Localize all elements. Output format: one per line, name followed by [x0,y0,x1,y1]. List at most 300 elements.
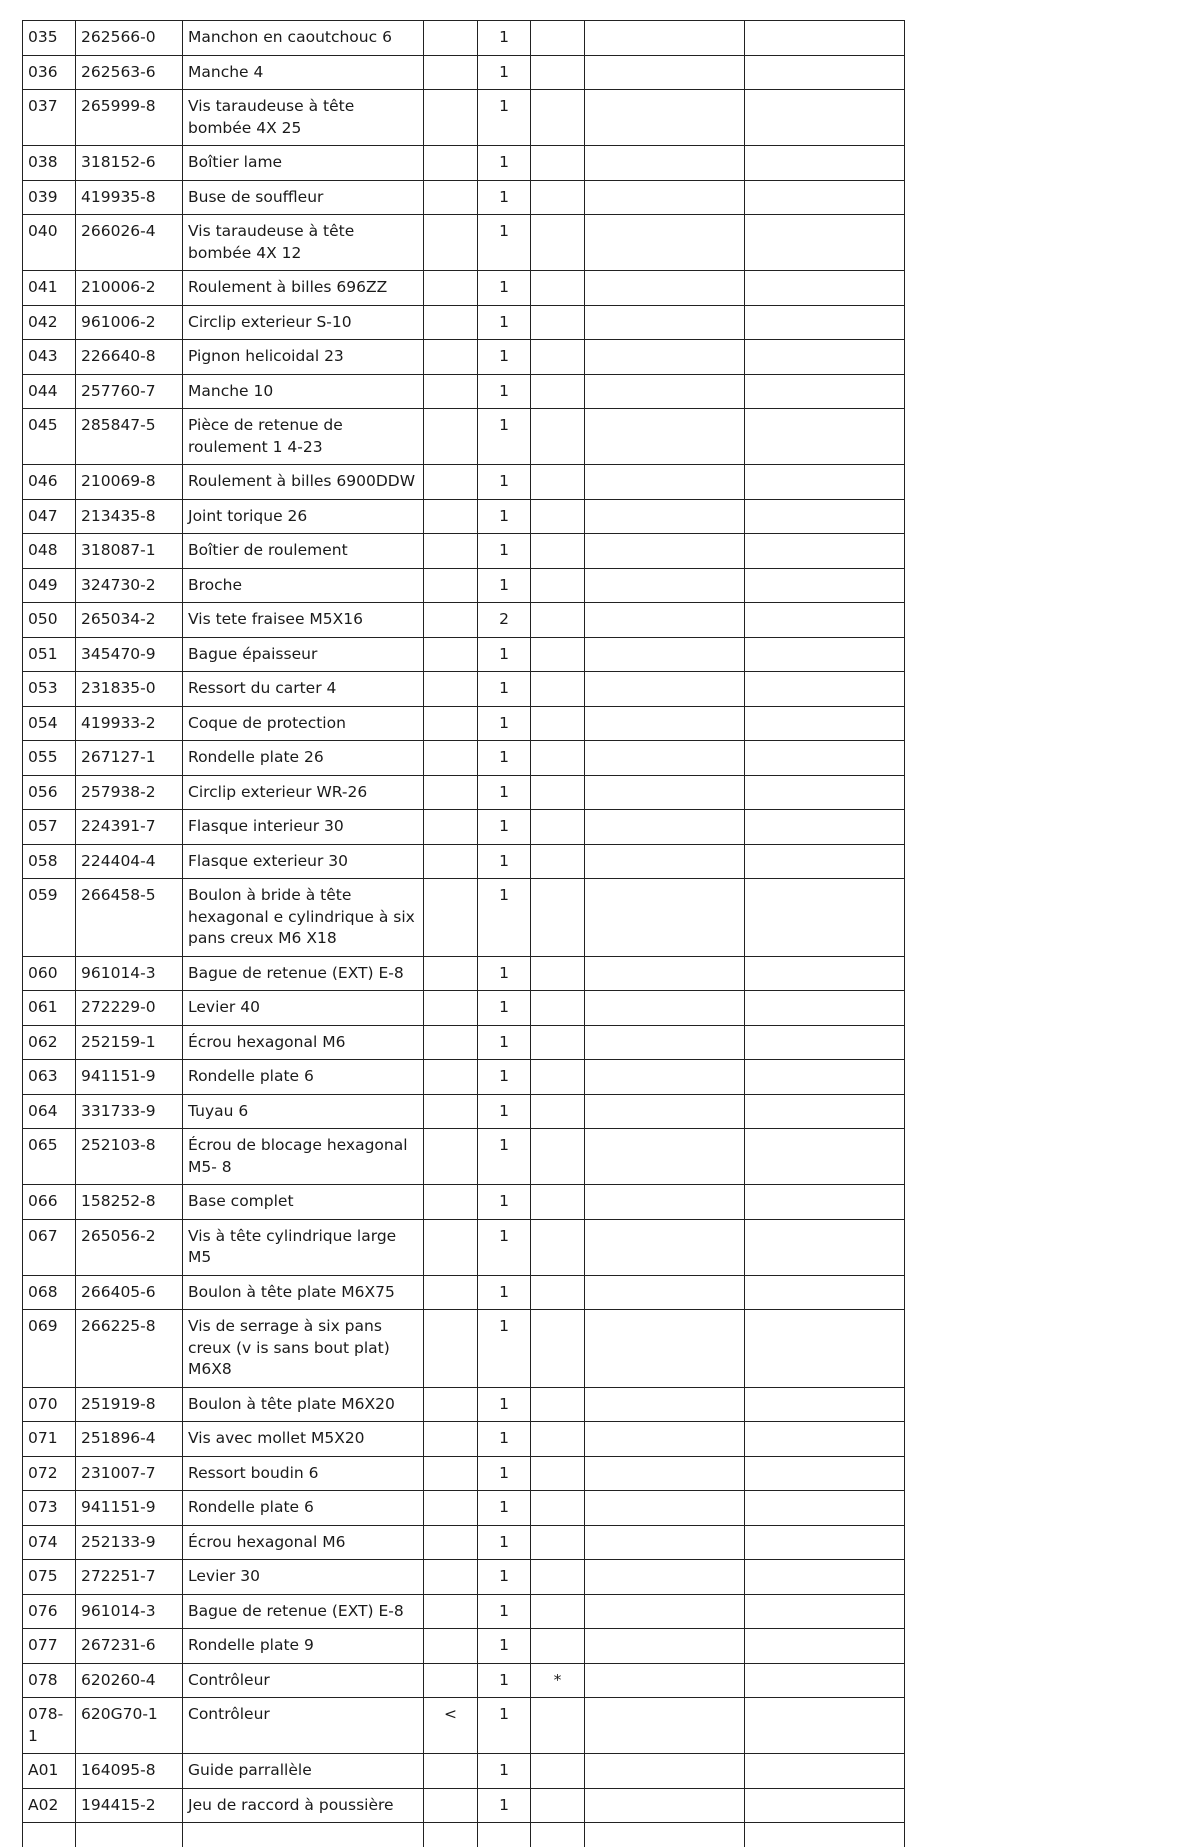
item-number-cell: 036 [23,55,76,90]
part-number-cell: 272229-0 [76,991,183,1026]
description-cell: Base complet [183,1185,424,1220]
part-number-cell: 419933-2 [76,706,183,741]
quantity-cell: 1 [478,21,531,56]
empty-cell [745,810,905,845]
empty-cell [745,956,905,991]
quantity-cell: 1 [478,146,531,181]
empty-cell [745,90,905,146]
part-number-cell: 941151-9 [76,1491,183,1526]
item-number-cell: 078-1 [23,1698,76,1754]
empty-cell [745,672,905,707]
marker-cell [424,180,478,215]
marker-cell [424,1629,478,1664]
marker-cell [424,1422,478,1457]
empty-cell [76,1823,183,1847]
empty-cell [585,637,745,672]
note-cell [531,741,585,776]
part-number-cell: 226640-8 [76,340,183,375]
table-row [23,215,905,271]
item-number-cell: 058 [23,844,76,879]
empty-cell [745,1275,905,1310]
table-row [23,1387,905,1422]
item-number-cell: 072 [23,1456,76,1491]
empty-cell [745,741,905,776]
empty-cell [745,1823,905,1847]
empty-cell [745,180,905,215]
table-row [23,55,905,90]
quantity-cell: 1 [478,499,531,534]
part-number-cell: 210006-2 [76,271,183,306]
description-cell: Manche 4 [183,55,424,90]
part-number-cell: 331733-9 [76,1094,183,1129]
marker-cell: < [424,1698,478,1754]
note-cell [531,1310,585,1388]
description-cell: Jeu de raccord à poussière [183,1788,424,1823]
empty-cell [585,1525,745,1560]
empty-cell [745,465,905,500]
part-number-cell: 257760-7 [76,374,183,409]
table-row [23,844,905,879]
empty-cell [745,879,905,957]
note-cell [531,215,585,271]
description-cell: Circlip exterieur WR-26 [183,775,424,810]
table-row [23,1525,905,1560]
empty-cell [745,706,905,741]
note-cell [531,810,585,845]
item-number-cell: 063 [23,1060,76,1095]
item-number-cell: 064 [23,1094,76,1129]
marker-cell [424,21,478,56]
description-cell: Vis avec mollet M5X20 [183,1422,424,1457]
empty-cell [585,21,745,56]
note-cell [531,1219,585,1275]
empty-cell [585,1185,745,1220]
table-row [23,1629,905,1664]
quantity-cell: 1 [478,1129,531,1185]
part-number-cell: 266458-5 [76,879,183,957]
description-cell: Écrou de blocage hexagonal M5- 8 [183,1129,424,1185]
description-cell: Rondelle plate 9 [183,1629,424,1664]
empty-cell [745,1094,905,1129]
quantity-cell: 1 [478,1219,531,1275]
item-number-cell: 044 [23,374,76,409]
marker-cell [424,1525,478,1560]
marker-cell [424,706,478,741]
empty-cell [745,305,905,340]
part-number-cell: 620G70-1 [76,1698,183,1754]
note-cell [531,1094,585,1129]
empty-cell [745,534,905,569]
empty-cell [585,741,745,776]
marker-cell [424,1185,478,1220]
part-number-cell: 252133-9 [76,1525,183,1560]
part-number-cell: 266405-6 [76,1275,183,1310]
table-row [23,1788,905,1823]
item-number-cell: 045 [23,409,76,465]
marker-cell [424,1060,478,1095]
quantity-cell: 1 [478,340,531,375]
marker-cell [424,637,478,672]
empty-cell [585,603,745,638]
quantity-cell: 1 [478,180,531,215]
empty-cell [585,810,745,845]
table-row [23,1185,905,1220]
table-row [23,810,905,845]
table-row [23,741,905,776]
table-row [23,706,905,741]
note-cell: * [531,1663,585,1698]
marker-cell [424,374,478,409]
part-number-cell: 158252-8 [76,1185,183,1220]
item-number-cell: 048 [23,534,76,569]
note-cell [531,991,585,1026]
empty-cell [745,637,905,672]
table-row [23,1275,905,1310]
marker-cell [424,409,478,465]
part-number-cell: 251919-8 [76,1387,183,1422]
item-number-cell: 077 [23,1629,76,1664]
empty-cell [585,775,745,810]
table-row [23,1491,905,1526]
note-cell [531,305,585,340]
empty-cell [745,271,905,306]
quantity-cell: 1 [478,1422,531,1457]
empty-cell [585,1788,745,1823]
item-number-cell: 053 [23,672,76,707]
quantity-cell: 1 [478,956,531,991]
note-cell [531,844,585,879]
marker-cell [424,340,478,375]
empty-cell [585,55,745,90]
table-row [23,180,905,215]
part-number-cell: 213435-8 [76,499,183,534]
empty-cell [585,1219,745,1275]
empty-cell [585,1560,745,1595]
description-cell: Boulon à bride à tête hexagonal e cylindrique à six pans creux M6 X18 [183,879,424,957]
part-number-cell: 267231-6 [76,1629,183,1664]
description-cell: Levier 30 [183,1560,424,1595]
quantity-cell: 1 [478,1094,531,1129]
empty-cell [585,1275,745,1310]
part-number-cell: 272251-7 [76,1560,183,1595]
item-number-cell: 076 [23,1594,76,1629]
empty-cell [585,534,745,569]
marker-cell [424,215,478,271]
note-cell [531,956,585,991]
quantity-cell: 1 [478,409,531,465]
empty-cell [585,146,745,181]
description-cell: Ressort du carter 4 [183,672,424,707]
item-number-cell: 066 [23,1185,76,1220]
marker-cell [424,991,478,1026]
note-cell [531,340,585,375]
quantity-cell: 1 [478,1060,531,1095]
item-number-cell: 041 [23,271,76,306]
marker-cell [424,1275,478,1310]
quantity-cell: 1 [478,534,531,569]
empty-cell [585,180,745,215]
marker-cell [424,775,478,810]
note-cell [531,1754,585,1789]
table-row [23,90,905,146]
note-cell [531,1698,585,1754]
description-cell: Rondelle plate 6 [183,1060,424,1095]
item-number-cell: 074 [23,1525,76,1560]
part-number-cell: 252159-1 [76,1025,183,1060]
part-number-cell: 941151-9 [76,1060,183,1095]
empty-cell [745,409,905,465]
empty-cell [745,775,905,810]
marker-cell [424,810,478,845]
description-cell: Boulon à tête plate M6X20 [183,1387,424,1422]
part-number-cell: 231835-0 [76,672,183,707]
part-number-cell: 419935-8 [76,180,183,215]
description-cell: Vis de serrage à six pans creux (v is sans bout plat) M6X8 [183,1310,424,1388]
empty-cell [745,1560,905,1595]
note-cell [531,499,585,534]
part-number-cell: 224391-7 [76,810,183,845]
description-cell: Contrôleur [183,1663,424,1698]
note-cell [531,55,585,90]
description-cell: Manche 10 [183,374,424,409]
description-cell: Tuyau 6 [183,1094,424,1129]
description-cell: Joint torique 26 [183,499,424,534]
quantity-cell: 1 [478,90,531,146]
empty-cell [585,1422,745,1457]
item-number-cell: 075 [23,1560,76,1595]
item-number-cell: 037 [23,90,76,146]
part-number-cell: 961014-3 [76,1594,183,1629]
empty-cell [585,1456,745,1491]
quantity-cell: 1 [478,1275,531,1310]
part-number-cell: 318152-6 [76,146,183,181]
empty-cell [745,55,905,90]
item-number-cell: 067 [23,1219,76,1275]
note-cell [531,706,585,741]
quantity-cell: 1 [478,1025,531,1060]
quantity-cell: 1 [478,991,531,1026]
quantity-cell: 1 [478,810,531,845]
item-number-cell: 040 [23,215,76,271]
table-row [23,1594,905,1629]
note-cell [531,534,585,569]
item-number-cell: A02 [23,1788,76,1823]
quantity-cell: 1 [478,271,531,306]
description-cell: Vis tete fraisee M5X16 [183,603,424,638]
marker-cell [424,568,478,603]
item-number-cell: 060 [23,956,76,991]
note-cell [531,1387,585,1422]
note-cell [531,271,585,306]
item-number-cell: 056 [23,775,76,810]
part-number-cell: 324730-2 [76,568,183,603]
table-row [23,1060,905,1095]
description-cell: Pièce de retenue de roulement 1 4-23 [183,409,424,465]
note-cell [531,465,585,500]
part-number-cell: 252103-8 [76,1129,183,1185]
empty-cell [745,1219,905,1275]
description-cell: Coque de protection [183,706,424,741]
part-number-cell: 345470-9 [76,637,183,672]
item-number-cell: 078 [23,1663,76,1698]
quantity-cell: 1 [478,706,531,741]
table-row [23,409,905,465]
table-row-blank [23,1823,905,1847]
empty-cell [183,1823,424,1847]
description-cell: Flasque interieur 30 [183,810,424,845]
marker-cell [424,271,478,306]
quantity-cell: 1 [478,775,531,810]
empty-cell [585,340,745,375]
description-cell: Broche [183,568,424,603]
marker-cell [424,1456,478,1491]
note-cell [531,1525,585,1560]
quantity-cell: 1 [478,1491,531,1526]
part-number-cell: 262563-6 [76,55,183,90]
item-number-cell: 047 [23,499,76,534]
empty-cell [745,499,905,534]
parts-list-table [22,20,905,1847]
item-number-cell: 051 [23,637,76,672]
item-number-cell: 042 [23,305,76,340]
item-number-cell: A01 [23,1754,76,1789]
quantity-cell: 1 [478,1310,531,1388]
item-number-cell: 057 [23,810,76,845]
marker-cell [424,741,478,776]
quantity-cell: 1 [478,1754,531,1789]
note-cell [531,1560,585,1595]
table-row [23,956,905,991]
description-cell: Circlip exterieur S-10 [183,305,424,340]
empty-cell [585,1491,745,1526]
description-cell: Flasque exterieur 30 [183,844,424,879]
item-number-cell: 054 [23,706,76,741]
table-row [23,1698,905,1754]
description-cell: Bague épaisseur [183,637,424,672]
description-cell: Écrou hexagonal M6 [183,1025,424,1060]
table-row [23,1456,905,1491]
empty-cell [478,1823,531,1847]
note-cell [531,1788,585,1823]
part-number-cell: 224404-4 [76,844,183,879]
table-row [23,271,905,306]
empty-cell [585,879,745,957]
empty-cell [585,305,745,340]
empty-cell [585,1094,745,1129]
description-cell: Contrôleur [183,1698,424,1754]
empty-cell [585,1594,745,1629]
description-cell: Vis taraudeuse à tête bombée 4X 12 [183,215,424,271]
marker-cell [424,879,478,957]
table-row [23,374,905,409]
empty-cell [585,672,745,707]
empty-cell [585,1025,745,1060]
description-cell: Levier 40 [183,991,424,1026]
note-cell [531,568,585,603]
marker-cell [424,1663,478,1698]
quantity-cell: 1 [478,741,531,776]
empty-cell [585,90,745,146]
item-number-cell: 069 [23,1310,76,1388]
quantity-cell: 1 [478,1560,531,1595]
marker-cell [424,90,478,146]
quantity-cell: 1 [478,1594,531,1629]
table-row [23,340,905,375]
empty-cell [585,568,745,603]
quantity-cell: 1 [478,1185,531,1220]
empty-cell [745,1025,905,1060]
part-number-cell: 194415-2 [76,1788,183,1823]
item-number-cell: 035 [23,21,76,56]
description-cell: Pignon helicoidal 23 [183,340,424,375]
description-cell: Boîtier de roulement [183,534,424,569]
empty-cell [745,1594,905,1629]
marker-cell [424,1788,478,1823]
marker-cell [424,1094,478,1129]
item-number-cell: 065 [23,1129,76,1185]
note-cell [531,21,585,56]
marker-cell [424,1594,478,1629]
table-row [23,1219,905,1275]
empty-cell [745,1387,905,1422]
empty-cell [585,409,745,465]
table-row [23,1025,905,1060]
note-cell [531,1060,585,1095]
table-row [23,775,905,810]
note-cell [531,1594,585,1629]
part-number-cell: 961006-2 [76,305,183,340]
note-cell [531,146,585,181]
empty-cell [745,1185,905,1220]
description-cell: Vis taraudeuse à tête bombée 4X 25 [183,90,424,146]
marker-cell [424,956,478,991]
note-cell [531,374,585,409]
item-number-cell: 068 [23,1275,76,1310]
item-number-cell: 049 [23,568,76,603]
empty-cell [745,1788,905,1823]
table-row [23,21,905,56]
empty-cell [585,465,745,500]
empty-cell [745,1456,905,1491]
marker-cell [424,603,478,638]
table-row [23,1129,905,1185]
empty-cell [585,956,745,991]
quantity-cell: 1 [478,55,531,90]
table-row [23,1310,905,1388]
marker-cell [424,1219,478,1275]
quantity-cell: 1 [478,879,531,957]
marker-cell [424,55,478,90]
part-number-cell: 257938-2 [76,775,183,810]
part-number-cell: 267127-1 [76,741,183,776]
note-cell [531,1185,585,1220]
marker-cell [424,1025,478,1060]
part-number-cell: 266026-4 [76,215,183,271]
item-number-cell: 073 [23,1491,76,1526]
empty-cell [745,603,905,638]
quantity-cell: 1 [478,374,531,409]
description-cell: Rondelle plate 26 [183,741,424,776]
part-number-cell: 231007-7 [76,1456,183,1491]
empty-cell [745,374,905,409]
table-row [23,1422,905,1457]
note-cell [531,409,585,465]
part-number-cell: 285847-5 [76,409,183,465]
table-row [23,465,905,500]
empty-cell [745,844,905,879]
note-cell [531,1456,585,1491]
marker-cell [424,672,478,707]
